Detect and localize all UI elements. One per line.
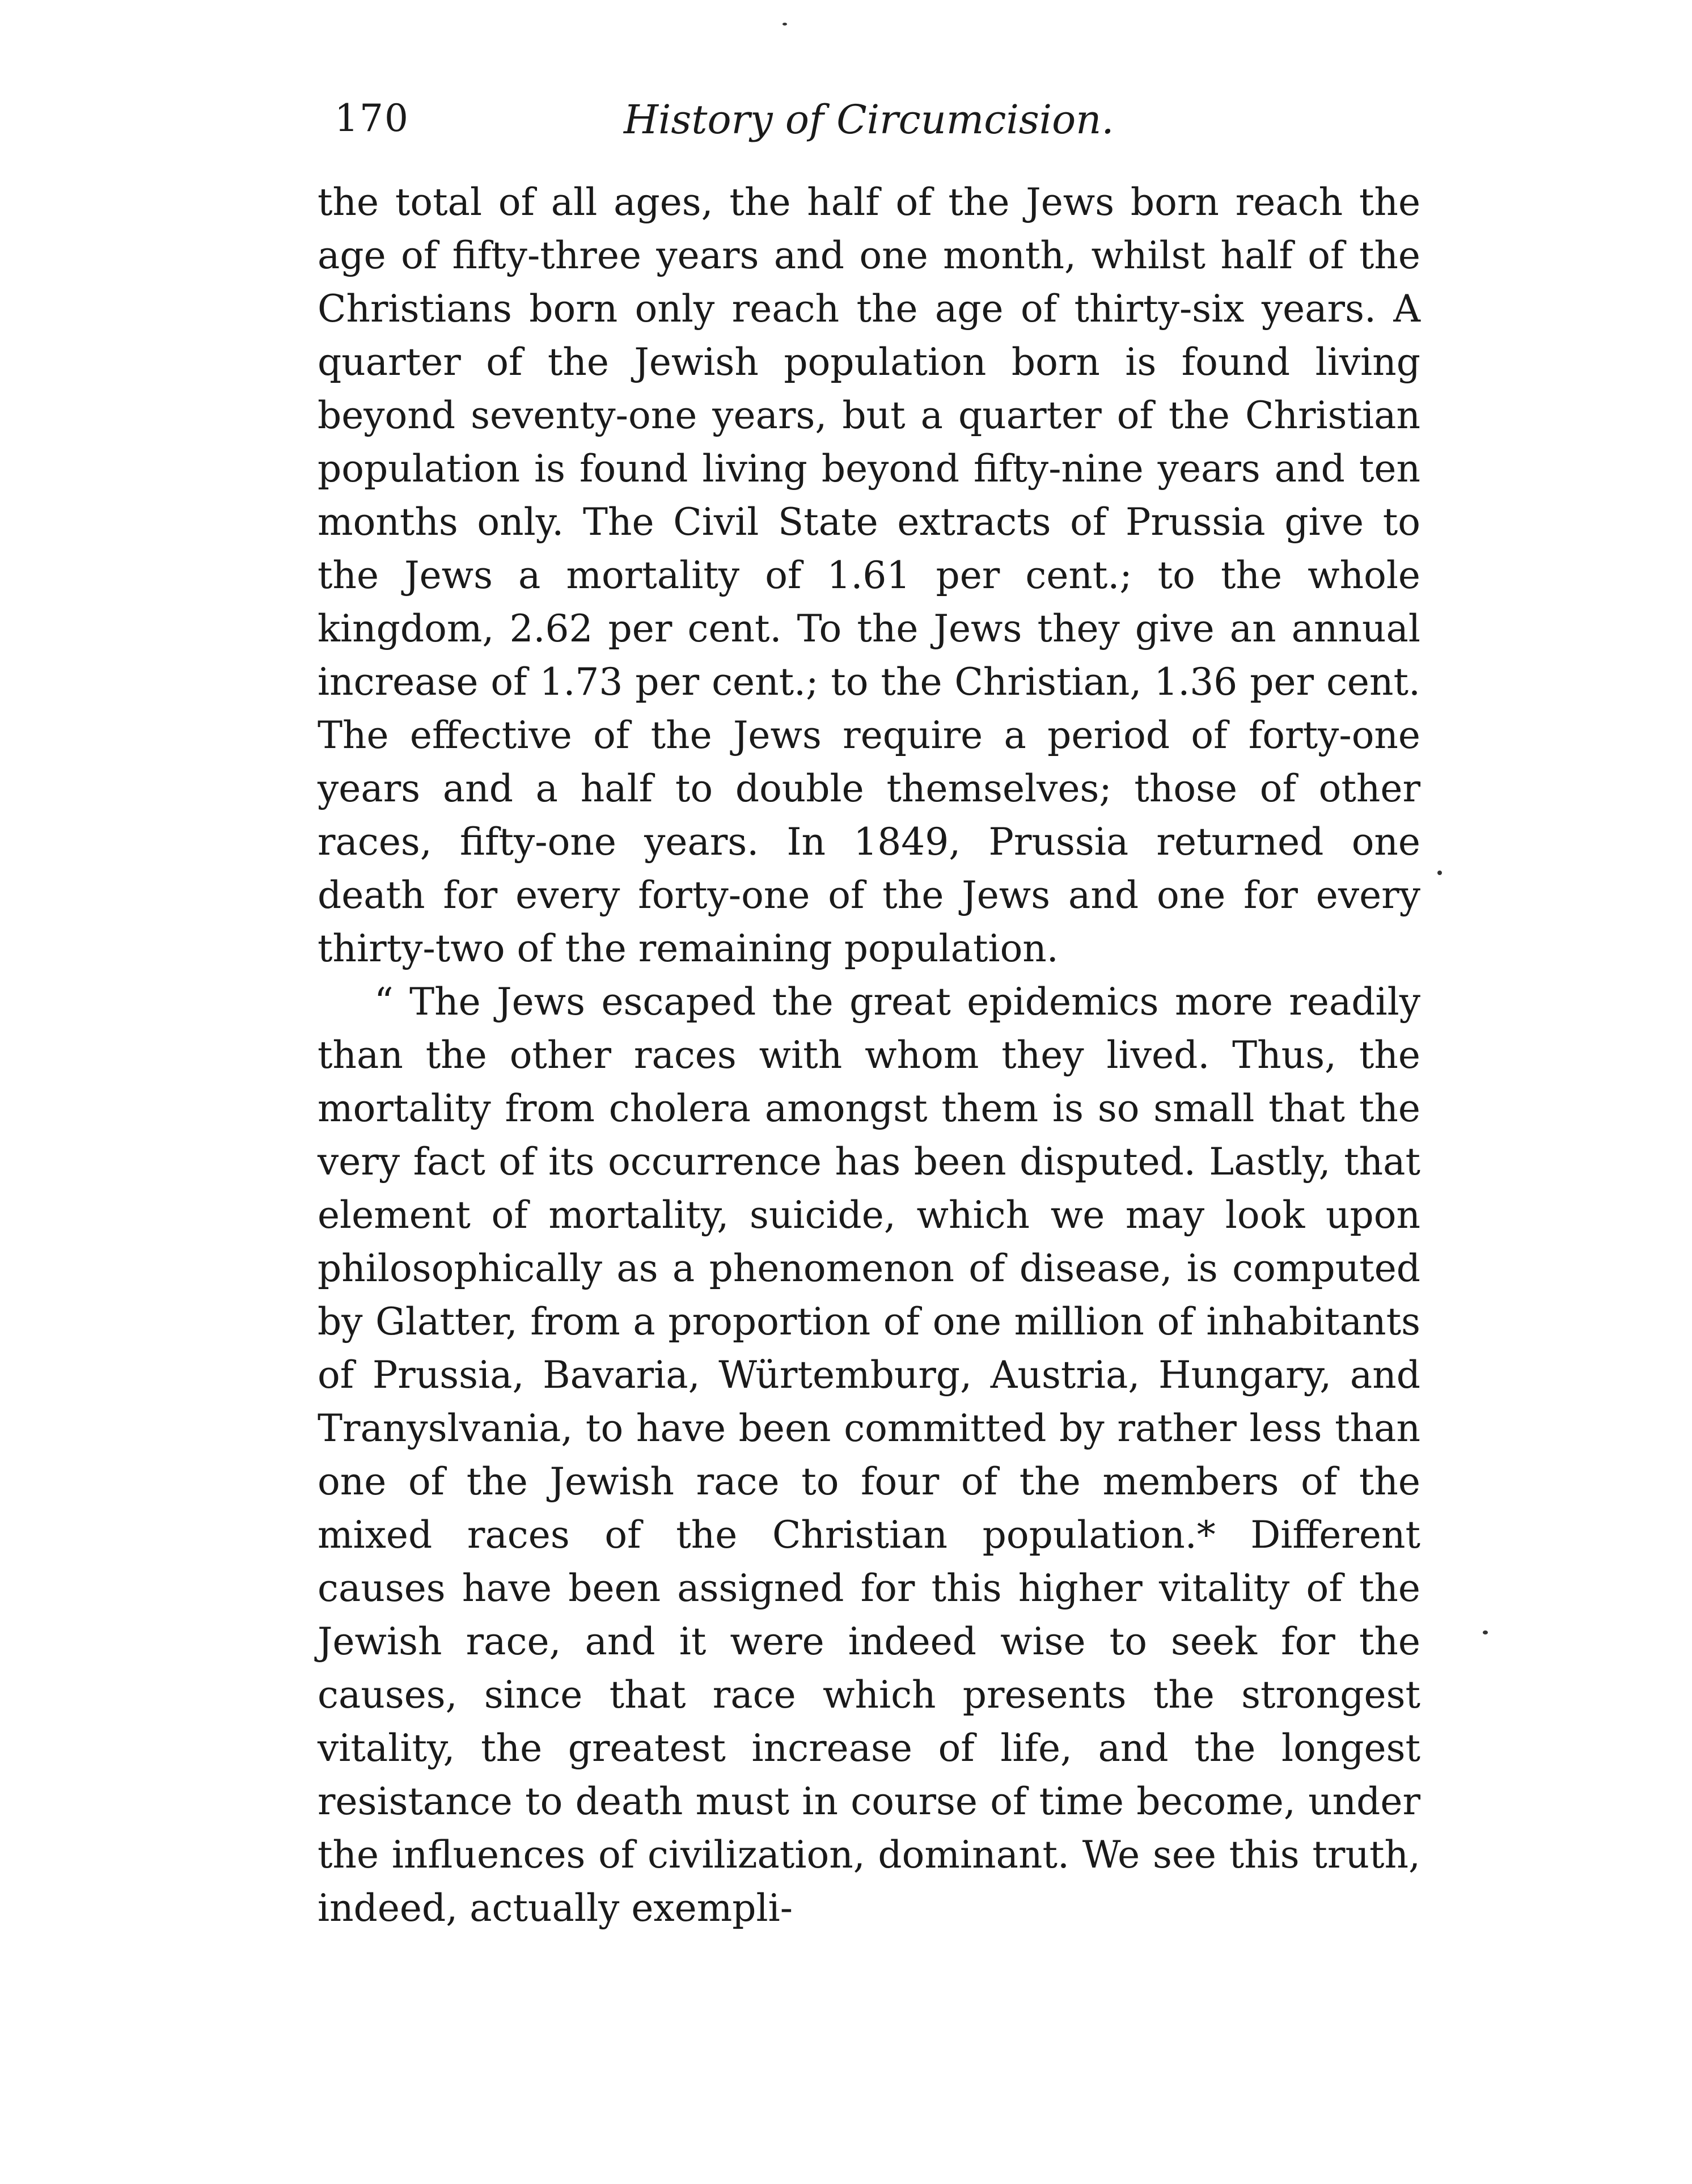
page-number: 170 [335,96,409,140]
page-header [335,96,1440,159]
scan-speck [782,23,787,26]
paragraph: the total of all ages, the half of the Jews born reach the age of fifty-three years and one month, whilst half of the Christians born only reach the age of thirty-six years. A quarter of the Jewish population born is found living beyond seventy-one years, but a quarter of the Christian population is found living beyond fifty-nine years and ten months only. The Civil State extracts of Prussia give to the Jews a mortality of 1.61 per cent.; to the whole kingdom, 2.62 per cent. To the Jews they give an annual increase of 1.73 per cent.; to the Christian, 1.36 per cent. The effective of the Jews require a period of forty-one years and a half to double themselves; those of other races, fifty-one years. In 1849, Prussia returned one death for every forty-one of the Jews and one for every thirty-two of the remaining population. [318,180,1420,970]
paragraph: “ The Jews escaped the great epidemics more readily than the other races with whom they lived. Thus, the mortality from cholera amongst them is so small that the very fact of its occurrence has been disputed. Lastly, that element of mortality, suicide, which we may look upon philosophically as a phenomenon of disease, is computed by Glatter, from a proportion of one million of inhabitants of Prussia, Bavaria, Würtemburg, Austria, Hungary, and Tranyslvania, to have been committed by rather less than one of the Jewish race to four of the members of the mixed races of the Christian population.* Different causes have been assigned for this higher vitality of the Jewish race, and it were indeed wise to seek for the causes, since that race which presents the strongest vitality, the greatest increase of life, and the longest resistance to death must in course of time become, under the influences of civilization, dominant. We see this truth, indeed, actually exempli- [318,980,1420,1930]
running-title: History of Circumcision. [624,96,1114,143]
body-text [318,176,1420,1935]
scan-speck [1437,871,1442,875]
scan-speck [1483,1630,1488,1634]
